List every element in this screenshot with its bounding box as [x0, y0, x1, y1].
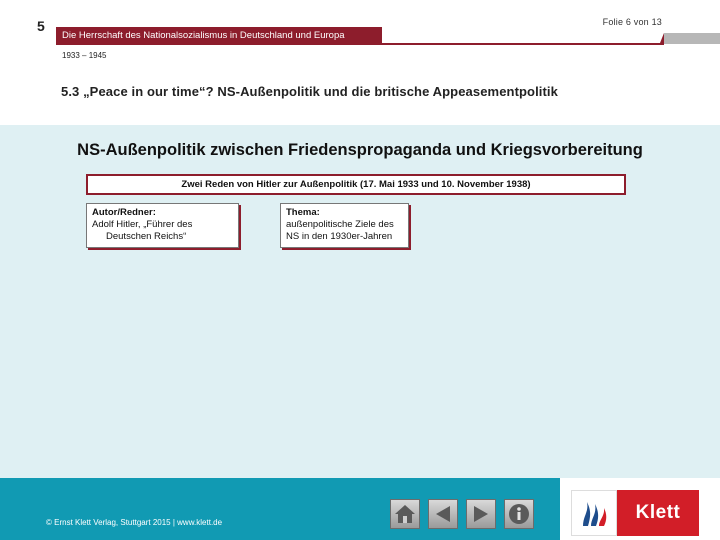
home-button[interactable] — [390, 499, 420, 529]
klett-logo — [571, 490, 699, 536]
section-title: 5.3 „Peace in our time“? NS-Außenpolitik und die britische Appeasementpolitik — [61, 84, 558, 99]
author-line-2: Deutschen Reichs“ — [106, 231, 187, 242]
klett-symbol-icon — [571, 490, 617, 536]
theme-label: Thema: — [286, 207, 320, 218]
slide-indicator: Folie 6 von 13 — [602, 17, 662, 27]
chapter-number: 5 — [37, 18, 45, 34]
forward-button[interactable] — [466, 499, 496, 529]
back-icon — [433, 504, 453, 524]
main-title: NS-Außenpolitik zwischen Friedenspropaganda und Kriegsvorbereitung — [77, 141, 643, 159]
author-line-1: Adolf Hitler, „Führer des — [92, 219, 193, 230]
theme-line-1: außenpolitische Ziele des — [286, 219, 394, 230]
speech-title-box: Zwei Reden von Hitler zur Außenpolitik (17. Mai 1933 und 10. November 1938) — [86, 174, 626, 195]
header-gray-tab — [664, 33, 720, 44]
info-button[interactable] — [504, 499, 534, 529]
author-box — [86, 203, 239, 248]
chapter-title-bar — [56, 27, 382, 44]
author-label: Autor/Redner: — [92, 207, 156, 218]
back-button[interactable] — [428, 499, 458, 529]
info-icon — [508, 503, 530, 525]
klett-wordmark: Klett — [617, 490, 699, 536]
home-icon — [394, 504, 416, 524]
forward-icon — [471, 504, 491, 524]
chapter-years: 1933 – 1945 — [62, 51, 107, 60]
copyright-text: © Ernst Klett Verlag, Stuttgart 2015 | www.klett.de — [46, 518, 223, 527]
theme-box — [280, 203, 409, 248]
chapter-title: Die Herrschaft des Nationalsozialismus in Deutschland und Europa — [62, 30, 345, 41]
header-divider — [56, 43, 664, 45]
theme-line-2: NS in den 1930er-Jahren — [286, 231, 393, 242]
